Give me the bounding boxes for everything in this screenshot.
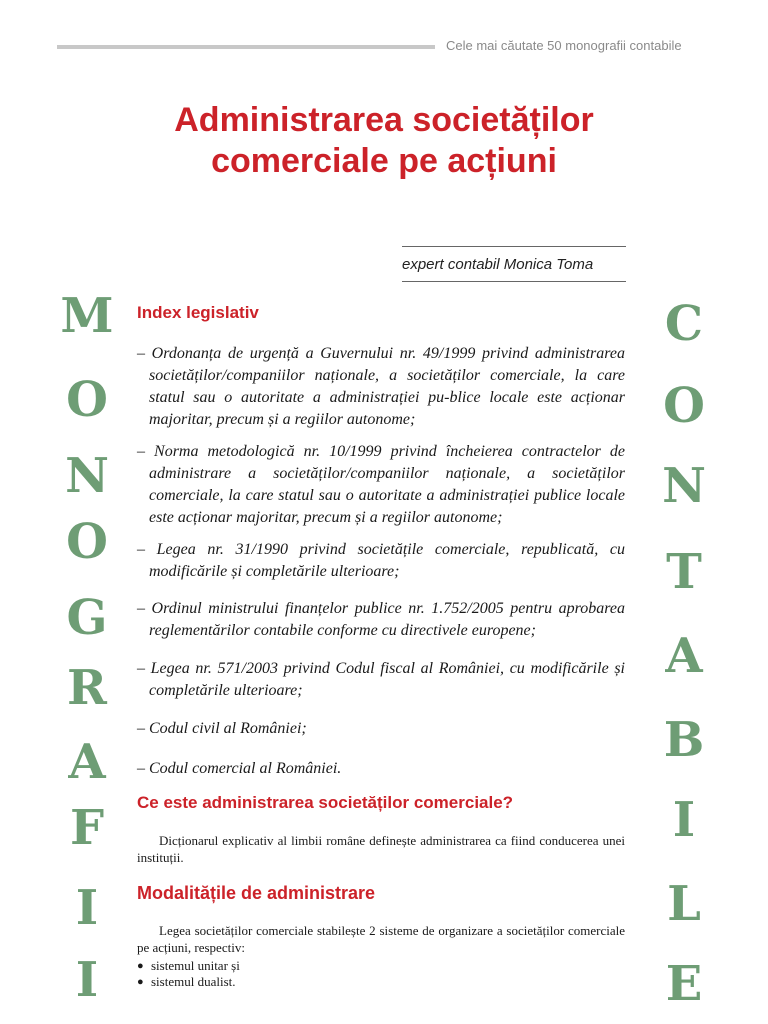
author-byline: expert contabil Monica Toma <box>402 256 594 273</box>
article-title <box>100 100 668 182</box>
index-item: – Codul comercial al României. <box>137 760 342 777</box>
side-letter: A <box>68 734 106 790</box>
paragraph-modalities: Legea societăților comerciale stabilește 2 sisteme de organizare a societăților comerciale pe acțiuni, respectiv: <box>137 923 625 955</box>
side-letter: C <box>664 296 704 352</box>
index-item: – Ordonanța de urgență a Guvernului nr. 49/1999 privind administrarea societăților/companiilor naționale, a societăților comerciale, la care statul sau o autoritate a administrației pu-blice locale este acționar majoritar, precum și a regiilor autonome; <box>137 345 625 428</box>
index-item: – Codul civil al României; <box>137 720 307 737</box>
section-heading-modalities: Modalitățile de administrare <box>137 883 376 903</box>
side-letter: M <box>60 288 114 344</box>
side-letter: F <box>69 800 105 856</box>
paragraph-definition: Dicționarul explicativ al limbii române definește administrarea ca fiind conducerea unei instituții. <box>137 833 625 865</box>
index-item: – Legea nr. 571/2003 privind Codul fiscal al României, cu modificările și completările ulterioare; <box>137 660 625 699</box>
side-letter: N <box>65 448 109 504</box>
side-letter: E <box>665 956 703 1012</box>
side-letter: I <box>75 880 99 936</box>
side-letter: O <box>66 372 108 428</box>
section-heading-what-is: Ce este administrarea societăților comerciale? <box>137 793 514 812</box>
side-letter: G <box>66 590 108 646</box>
side-letter: O <box>66 514 108 570</box>
side-letter: N <box>662 458 706 514</box>
index-item: – Ordinul ministrului finanțelor publice nr. 1.752/2005 pentru aprobarea reglementărilor contabile conforme cu directivele europene; <box>137 600 625 639</box>
title-line-2: comerciale pe acțiuni <box>211 142 557 180</box>
side-letter: L <box>667 876 701 932</box>
side-letter: I <box>672 792 696 848</box>
header-rule <box>57 45 435 49</box>
side-letter: T <box>666 544 702 600</box>
section-heading-index: Index legislativ <box>137 303 259 322</box>
title-line-1: Administrarea societăților <box>174 101 594 139</box>
list-item: ● sistemul unitar și <box>137 958 240 974</box>
list-item: ● sistemul dualist. <box>137 974 240 990</box>
systems-list <box>137 958 240 990</box>
side-letter: I <box>75 952 99 1008</box>
side-letter: B <box>663 712 705 768</box>
running-header: Cele mai căutate 50 monografii contabile <box>446 38 682 53</box>
side-letter: A <box>665 628 703 684</box>
index-item: – Legea nr. 31/1990 privind societățile comerciale, republicată, cu modificările și completările ulterioare; <box>137 541 625 580</box>
author-box <box>402 246 626 282</box>
index-item: – Norma metodologică nr. 10/1999 privind încheierea contractelor de administrare a societăților/companiilor naționale, a societăților comerciale, la care statul sau o autoritate a administrației publice locale este acționar majoritar, precum și a regiilor autonome; <box>137 443 625 526</box>
side-letter: R <box>67 660 107 716</box>
side-letter: O <box>663 378 705 434</box>
